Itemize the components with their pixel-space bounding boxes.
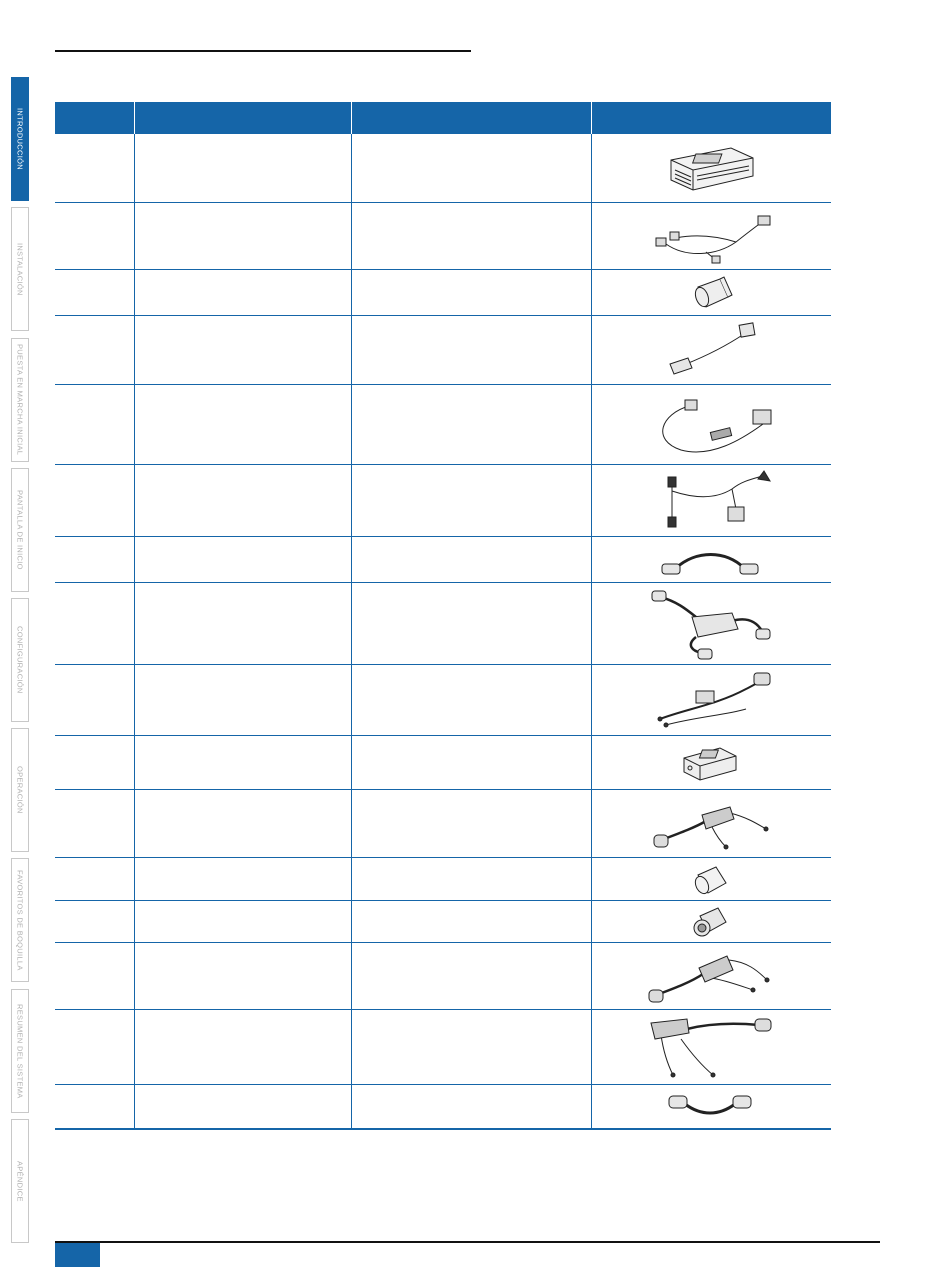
t-harness-illustration xyxy=(646,793,776,855)
table-row xyxy=(55,465,831,537)
side-tab-label: INTRODUCCIÓN xyxy=(15,108,25,170)
table-row xyxy=(55,203,831,270)
cell-illustration xyxy=(591,537,831,583)
cell-part-number xyxy=(55,665,134,736)
junction-box-harness-illustration xyxy=(646,587,776,661)
cell-description xyxy=(134,901,351,943)
cell-notes xyxy=(351,134,591,203)
cell-part-number xyxy=(55,790,134,858)
cell-illustration xyxy=(591,134,831,203)
cell-illustration xyxy=(591,270,831,316)
cell-notes xyxy=(351,385,591,465)
table-row xyxy=(55,665,831,736)
cell-illustration xyxy=(591,583,831,665)
table-row xyxy=(55,790,831,858)
cell-description xyxy=(134,270,351,316)
dust-cap-illustration xyxy=(686,861,736,897)
cell-illustration xyxy=(591,385,831,465)
cell-part-number xyxy=(55,736,134,790)
cell-illustration xyxy=(591,858,831,901)
adapter-cable-illustration xyxy=(656,320,766,380)
table-row xyxy=(55,537,831,583)
header-cell xyxy=(55,102,134,134)
side-tab-label: PANTALLA DE INICIO xyxy=(15,490,25,570)
side-tab-label: INSTALACIÓN xyxy=(15,242,25,296)
side-tab-resumen-del-sistema[interactable] xyxy=(11,989,29,1113)
cell-description xyxy=(134,134,351,203)
cell-notes xyxy=(351,858,591,901)
cell-description xyxy=(134,385,351,465)
cell-part-number xyxy=(55,270,134,316)
side-tab-instalacion[interactable] xyxy=(11,207,29,331)
splitter-harness-illustration xyxy=(641,1013,781,1081)
table-row xyxy=(55,316,831,385)
cell-notes xyxy=(351,465,591,537)
breakout-cable-illustration xyxy=(646,669,776,731)
wiring-harness-illustration xyxy=(646,208,776,264)
cell-notes xyxy=(351,583,591,665)
cell-part-number xyxy=(55,1085,134,1129)
short-extension-illustration xyxy=(661,1088,761,1124)
side-tab-label: PUESTA EN MARCHA INICIAL xyxy=(15,344,25,456)
cell-part-number xyxy=(55,858,134,901)
cell-description xyxy=(134,943,351,1010)
cell-description xyxy=(134,1085,351,1129)
cell-part-number xyxy=(55,134,134,203)
cell-description xyxy=(134,537,351,583)
table-row xyxy=(55,385,831,465)
title-underline xyxy=(55,50,471,52)
cell-description xyxy=(134,465,351,537)
terminal-block-illustration xyxy=(676,740,746,786)
table-row xyxy=(55,901,831,943)
side-tab-puesta-en-marcha[interactable] xyxy=(11,338,29,462)
cell-notes xyxy=(351,790,591,858)
cell-description xyxy=(134,665,351,736)
header-cell xyxy=(591,102,831,134)
cell-part-number xyxy=(55,901,134,943)
cell-notes xyxy=(351,203,591,270)
cell-description xyxy=(134,203,351,270)
table-row xyxy=(55,1010,831,1085)
page-number-box xyxy=(55,1243,100,1267)
side-tab-label: CONFIGURACIÓN xyxy=(15,626,25,694)
side-tab-favoritos-de-boquilla[interactable] xyxy=(11,858,29,982)
side-tab-apendice[interactable] xyxy=(11,1119,29,1243)
power-cable-illustration xyxy=(646,469,776,533)
cell-notes xyxy=(351,537,591,583)
extension-cable-illustration xyxy=(656,540,766,580)
cell-notes xyxy=(351,1085,591,1129)
side-tab-configuracion[interactable] xyxy=(11,598,29,722)
cell-part-number xyxy=(55,316,134,385)
t-harness-2-illustration xyxy=(641,946,781,1006)
cell-part-number xyxy=(55,465,134,537)
cell-illustration xyxy=(591,465,831,537)
cell-part-number xyxy=(55,943,134,1010)
ecu-module-illustration xyxy=(661,140,761,196)
header-cell xyxy=(351,102,591,134)
table-header-row xyxy=(55,102,831,134)
cell-illustration xyxy=(591,736,831,790)
table-row xyxy=(55,943,831,1010)
cell-notes xyxy=(351,901,591,943)
cell-illustration xyxy=(591,1010,831,1085)
cell-part-number xyxy=(55,385,134,465)
table-row xyxy=(55,1085,831,1129)
side-tab-introduccion[interactable] xyxy=(11,77,29,201)
footer-rule xyxy=(55,1241,880,1243)
cell-description xyxy=(134,736,351,790)
cell-description xyxy=(134,1010,351,1085)
cell-part-number xyxy=(55,1010,134,1085)
side-tab-label: FAVORITOS DE BOQUILLA xyxy=(15,869,25,971)
cell-notes xyxy=(351,943,591,1010)
side-tab-pantalla-de-inicio[interactable] xyxy=(11,468,29,592)
cell-description xyxy=(134,858,351,901)
cell-illustration xyxy=(591,1085,831,1129)
cell-notes xyxy=(351,665,591,736)
cell-notes xyxy=(351,1010,591,1085)
cell-illustration xyxy=(591,203,831,270)
side-tab-label: RESUMEN DEL SISTEMA xyxy=(15,1003,25,1099)
table-row xyxy=(55,736,831,790)
cell-part-number xyxy=(55,537,134,583)
cell-description xyxy=(134,316,351,385)
connector-cap-illustration xyxy=(686,273,736,313)
section-tabs xyxy=(11,0,29,1277)
cell-illustration xyxy=(591,790,831,858)
cell-illustration xyxy=(591,665,831,736)
inline-fuse-cable-illustration xyxy=(641,390,781,460)
cell-illustration xyxy=(591,943,831,1010)
cell-part-number xyxy=(55,203,134,270)
terminator-plug-illustration xyxy=(686,904,736,940)
table-row xyxy=(55,134,831,203)
header-cell xyxy=(134,102,351,134)
cell-illustration xyxy=(591,901,831,943)
table-row xyxy=(55,270,831,316)
cell-notes xyxy=(351,270,591,316)
cell-notes xyxy=(351,316,591,385)
side-tab-operacion[interactable] xyxy=(11,728,29,852)
table-row xyxy=(55,858,831,901)
cell-description xyxy=(134,583,351,665)
cell-notes xyxy=(351,736,591,790)
side-tab-label: APÉNDICE xyxy=(15,1160,25,1202)
table-row xyxy=(55,583,831,665)
parts-table xyxy=(55,102,831,1130)
cell-description xyxy=(134,790,351,858)
cell-part-number xyxy=(55,583,134,665)
side-tab-label: OPERACIÓN xyxy=(15,766,25,814)
cell-illustration xyxy=(591,316,831,385)
